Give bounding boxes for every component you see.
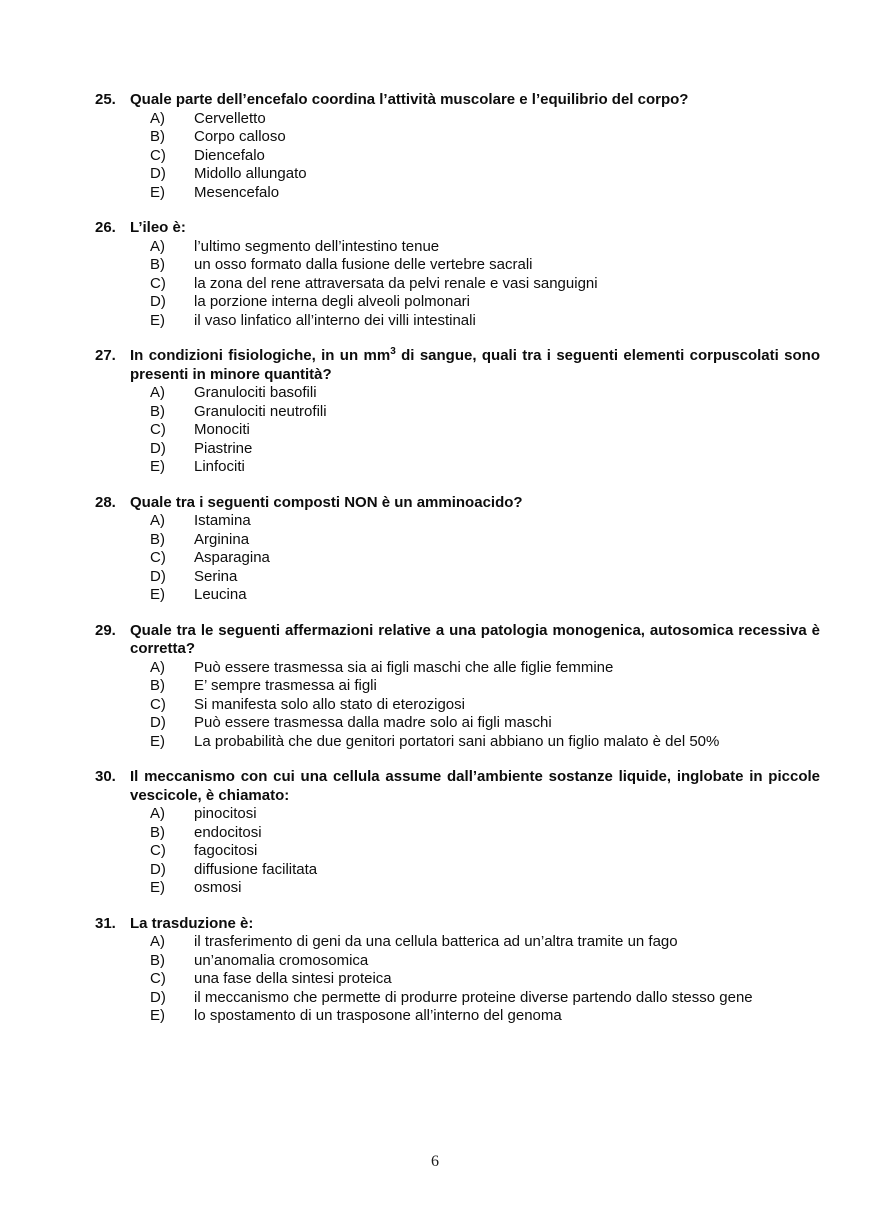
option-row	[95, 293, 820, 312]
option-letter: D)	[150, 165, 166, 182]
question-stem: L’ileo è:	[130, 219, 186, 236]
option-row	[95, 733, 820, 752]
option-row	[95, 805, 820, 824]
option-text: endocitosi	[194, 823, 262, 841]
option-letter: E)	[150, 458, 165, 475]
option-text: un osso formato dalla fusione delle vertebre sacrali	[194, 256, 533, 273]
option-letter: D)	[150, 860, 166, 878]
question-head	[95, 91, 820, 110]
option-text: fagocitosi	[194, 842, 258, 859]
option-letter: A)	[150, 805, 165, 822]
option-letter: A)	[150, 658, 165, 676]
option-text: la porzione interna degli alveoli polmonari	[194, 293, 470, 310]
option-row	[95, 714, 820, 733]
option-text: lo spostamento di un trasposone all’interno del genoma	[194, 1007, 562, 1024]
question-number: 31.	[95, 914, 116, 932]
question-stem: La trasduzione è:	[130, 914, 254, 932]
question-26	[95, 219, 820, 330]
option-letter: D)	[150, 439, 166, 457]
option-text: Granulociti basofili	[194, 384, 317, 401]
question-30	[95, 768, 820, 898]
option-row	[95, 531, 820, 550]
option-text: E’ sempre trasmessa ai figli	[194, 677, 377, 694]
option-row	[95, 952, 820, 971]
option-row	[95, 933, 820, 952]
option-text: diffusione facilitata	[194, 860, 318, 878]
option-letter: C)	[150, 421, 166, 438]
option-letter: E)	[150, 732, 165, 750]
option-letter: A)	[150, 384, 165, 401]
option-row	[95, 384, 820, 403]
option-row	[95, 879, 820, 898]
questions-list	[95, 91, 820, 1043]
option-row	[95, 421, 820, 440]
question-head	[95, 219, 820, 238]
question-number: 27.	[95, 347, 116, 364]
option-text: La probabilità che due genitori portatori sani abbiano un figlio malato è del 50%	[194, 732, 720, 750]
option-text: Può essere trasmessa dalla madre solo ai figli maschi	[194, 714, 552, 731]
option-text: Monociti	[194, 421, 250, 438]
option-row	[95, 842, 820, 861]
option-letter: C)	[150, 146, 166, 164]
option-letter: D)	[150, 714, 166, 731]
option-row	[95, 458, 820, 477]
question-head	[95, 768, 820, 805]
option-row	[95, 568, 820, 587]
option-text: Leucina	[194, 586, 247, 603]
option-row	[95, 110, 820, 129]
option-text: Granulociti neutrofili	[194, 402, 327, 420]
question-head	[95, 347, 820, 384]
question-stem	[130, 347, 820, 384]
option-text: la zona del rene attraversata da pelvi renale e vasi sanguigni	[194, 274, 598, 292]
option-row	[95, 549, 820, 568]
question-head	[95, 915, 820, 934]
option-letter: E)	[150, 311, 165, 329]
option-text: Midollo allungato	[194, 165, 307, 182]
question-stem: Quale tra i seguenti composti NON è un amminoacido?	[130, 493, 523, 511]
option-row	[95, 586, 820, 605]
option-text: Cervelletto	[194, 109, 266, 127]
option-letter: C)	[150, 695, 166, 713]
option-text: il meccanismo che permette di produrre proteine diverse partendo dallo stesso gene	[194, 988, 753, 1006]
option-row	[95, 970, 820, 989]
option-letter: E)	[150, 586, 165, 603]
option-text: Diencefalo	[194, 146, 265, 164]
option-text: Istamina	[194, 512, 251, 529]
option-row	[95, 238, 820, 257]
option-text: Può essere trasmessa sia ai figli maschi che alle figlie femmine	[194, 658, 614, 676]
question-number: 28.	[95, 493, 116, 511]
option-letter: A)	[150, 109, 165, 127]
option-text: l’ultimo segmento dell’intestino tenue	[194, 237, 440, 255]
option-text: Mesencefalo	[194, 183, 280, 201]
option-text: Linfociti	[194, 458, 245, 475]
option-row	[95, 861, 820, 880]
stem-text-suffix: di sangue, quali tra i seguenti elementi corpuscolati sono presenti in minore quantità?	[130, 347, 820, 383]
question-head	[95, 494, 820, 513]
option-letter: B)	[150, 530, 165, 548]
question-stem: Quale tra le seguenti affermazioni relative a una patologia monogenica, autosomica recessiva è corretta?	[130, 621, 820, 657]
option-row	[95, 128, 820, 147]
option-row	[95, 165, 820, 184]
option-letter: D)	[150, 293, 166, 310]
option-letter: B)	[150, 951, 165, 969]
option-letter: B)	[150, 677, 165, 694]
option-letter: B)	[150, 823, 165, 841]
option-row	[95, 696, 820, 715]
question-29	[95, 622, 820, 752]
option-text: osmosi	[194, 879, 242, 896]
page-number: 6	[431, 1153, 439, 1170]
question-31	[95, 915, 820, 1026]
option-letter: C)	[150, 842, 166, 859]
option-row	[95, 512, 820, 531]
option-letter: C)	[150, 274, 166, 292]
option-letter: D)	[150, 567, 166, 585]
option-text: il trasferimento di geni da una cellula batterica ad un’altra tramite un fago	[194, 933, 678, 950]
option-text: Serina	[194, 567, 238, 585]
option-text: Si manifesta solo allo stato di eterozigosi	[194, 695, 465, 713]
option-text: Piastrine	[194, 439, 253, 457]
option-row	[95, 184, 820, 203]
question-number: 25.	[95, 91, 116, 108]
option-letter: B)	[150, 128, 165, 145]
option-row	[95, 989, 820, 1008]
question-28	[95, 494, 820, 605]
option-row	[95, 677, 820, 696]
option-letter: B)	[150, 256, 165, 273]
option-row	[95, 312, 820, 331]
question-stem: Quale parte dell’encefalo coordina l’attività muscolare e l’equilibrio del corpo?	[130, 91, 689, 108]
option-row	[95, 440, 820, 459]
option-letter: B)	[150, 402, 165, 420]
question-number: 26.	[95, 219, 116, 236]
question-head	[95, 622, 820, 659]
question-stem: Il meccanismo con cui una cellula assume dall’ambiente sostanze liquide, inglobate in piccole vescicole, è chiamato:	[130, 768, 820, 804]
question-27	[95, 347, 820, 477]
option-letter: C)	[150, 970, 166, 987]
option-letter: C)	[150, 549, 166, 566]
option-letter: E)	[150, 183, 165, 201]
option-text: pinocitosi	[194, 805, 257, 822]
option-row	[95, 1007, 820, 1026]
option-row	[95, 403, 820, 422]
option-row	[95, 824, 820, 843]
option-letter: A)	[150, 512, 165, 529]
superscript-exponent: 3	[390, 346, 396, 357]
option-letter: E)	[150, 879, 165, 896]
question-number: 30.	[95, 768, 116, 785]
option-text: un’anomalia cromosomica	[194, 951, 369, 969]
option-text: una fase della sintesi proteica	[194, 970, 392, 987]
option-row	[95, 659, 820, 678]
option-letter: A)	[150, 933, 165, 950]
option-text: Asparagina	[194, 549, 270, 566]
option-letter: A)	[150, 237, 165, 255]
option-text: il vaso linfatico all’interno dei villi intestinali	[194, 311, 476, 329]
option-row	[95, 256, 820, 275]
question-25	[95, 91, 820, 202]
option-row	[95, 275, 820, 294]
stem-text-prefix: In condizioni fisiologiche, in un mm	[130, 347, 391, 364]
option-letter: E)	[150, 1007, 165, 1024]
option-letter: D)	[150, 988, 166, 1006]
option-row	[95, 147, 820, 166]
option-text: Arginina	[194, 530, 250, 548]
option-text: Corpo calloso	[194, 128, 286, 145]
question-number: 29.	[95, 621, 116, 639]
